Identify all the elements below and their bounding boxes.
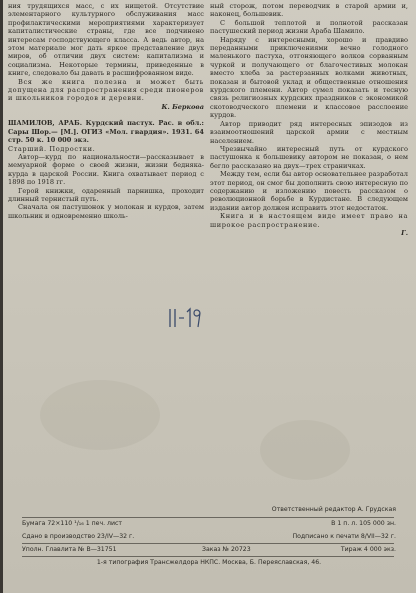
hero-paragraph: Герой книжки, одаренный парнишка, проходит длинный тернистый путь. <box>8 186 204 203</box>
signed-to-print: Подписано к печати 8/VII—32 г. <box>292 533 396 540</box>
print-run: Тираж 4 000 экз. <box>340 546 396 553</box>
between-paragraph: Между тем, если бы автор основательнее разработал этот период, он смог бы дополнить свою интересную по содержанию и изложению повесть рассказом о революционной борьбе в Курдистане. В следующем издании автор должен исправить этот недостаток. <box>210 170 408 212</box>
imprint-rule-top <box>22 517 394 518</box>
editor-line: Ответственный редактор А. Грудская <box>271 506 396 513</box>
printer-line: 1-я типография Трансжелдора НКПС. Москва, Б. Переяславская, 46. <box>96 559 322 566</box>
imprint-rule-bottom <box>22 556 394 557</box>
paper-stain <box>40 380 160 450</box>
intro-paragraph: ния трудящихся масс, с их нищетой. Отсутствие элементарного культурного обслуживания масс профилактическими мероприятиями характеризует капиталистические страны, где все подчинено интересам господствующего класса. А ведь автор, на этом материале мог дать яркое представление двух миров, об отличии двух систем: капитализма и социализма. Некоторые термины, приведенные в книге, следовало бы давать в расшифрованном виде. <box>8 2 204 78</box>
page-edge-shadow <box>0 0 3 593</box>
book-entry-text: ШАМИЛОВ, АРАБ. Курдский пастух. Рас. в обл.: Сары Шор.— [М.]. ОГИЗ «Мол. гвардия». 1931. 64 стр. 50 к. 10 000 экз. <box>8 119 204 145</box>
book-rights-paragraph: Книга и в настоящем виде имеет право на широкое распространение. <box>210 212 408 229</box>
signature-g: Г. <box>401 228 408 237</box>
left-column <box>8 2 204 220</box>
episodes-paragraph: Автор приводит ряд интересных эпизодов из взаимоотношений царской армии с местным населением. <box>210 119 408 145</box>
glavlit-number: Уполн. Главлита № В—31751 <box>22 546 117 553</box>
audience-line: Старший. Подростки. <box>8 144 96 153</box>
sent-to-production: Сдано в производство 23/IV—32 г. <box>22 533 135 540</box>
author-paragraph: Автор—курд по национальности—рассказывает в мемуарной форме о своей жизни, жизни бедняка-курда в царской России. Книга охватывает период с 1898 по 1918 гг. <box>8 152 204 187</box>
signatures-count: В 1 п. л. 105 000 зн. <box>331 520 396 527</box>
signature-berkova: К. Беркова <box>161 102 204 111</box>
book-entry <box>8 119 204 144</box>
warmth-paragraph: С большой теплотой и полнотой рассказан пастушеский период жизни Араба Шамило. <box>210 18 408 36</box>
first-paragraph: Сначала он пастушонок у молокан и курдов, затем школьник и одновременно школь- <box>8 203 204 220</box>
order-number: Заказ № 20723 <box>202 546 251 553</box>
imprint-rule-mid <box>22 543 394 544</box>
continuation-paragraph: ный сторож, потом переводчик в старой армии и, наконец, большевик. <box>210 2 408 19</box>
right-column <box>210 2 408 237</box>
recommendation-paragraph: Вся же книга полезна и может быть допущена для распространения среди пионеров и школьников городов и деревни. <box>8 77 204 103</box>
paper-format: Бумага 72×110 ¹/₁₆ 1 печ. лист <box>22 520 123 527</box>
extreme-paragraph: Чрезвычайно интересный путь от курдского пастушонка к большевику автором не показан, о нем бегло рассказано на двух—трех страничках. <box>210 144 408 170</box>
interest-paragraph: Наряду с интересными, хорошо и правдиво переданными приключениями вечно голодного маленького пастуха, отгоняющего волков сорванным чуркой и получающего от благочестивых молокан вместо хлеба за растерзанных волками животных, показан и бытовой уклад и общественные отношения курдского племени. Автор сумел показать и тесную связь религиозных курдских праздников с экономикой скотоводческого племени и классовое расслоение курдов. <box>210 35 408 120</box>
handwritten-note <box>166 306 202 330</box>
paper-stain <box>260 420 350 480</box>
